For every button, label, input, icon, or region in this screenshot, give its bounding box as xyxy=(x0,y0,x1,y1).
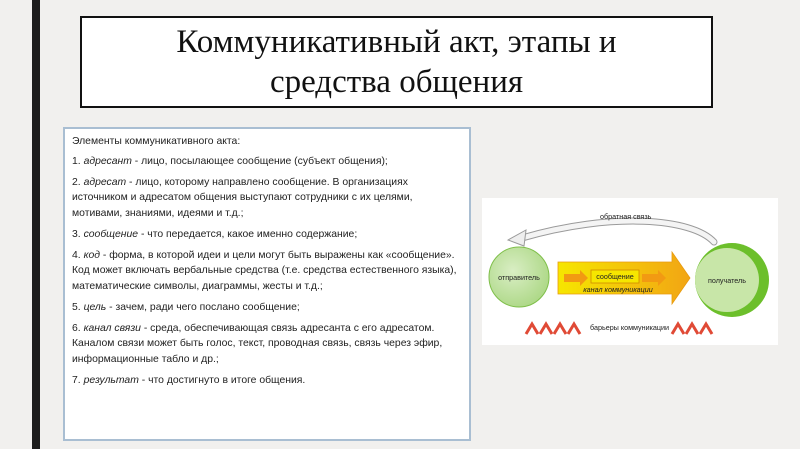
barriers-label: барьеры коммуникации xyxy=(590,323,670,332)
barriers-left xyxy=(526,324,580,334)
item-text: - лицо, посылающее сообщение (субъект общения); xyxy=(131,155,388,167)
slide-title: Коммуникативный акт, этапы и средства общения xyxy=(176,24,617,100)
list-item xyxy=(72,300,461,316)
slide-accent-bar xyxy=(32,0,40,449)
item-text: - что достигнуто в итоге общения. xyxy=(138,374,306,386)
list-item xyxy=(72,154,461,170)
item-term: адресант xyxy=(83,155,132,167)
item-term: канал связи xyxy=(83,322,141,334)
list-item xyxy=(72,175,461,222)
list-item xyxy=(72,248,461,295)
elements-heading: Элементы коммуникативного акта: xyxy=(72,136,241,147)
item-number: 4. xyxy=(72,249,84,261)
feedback-arrowhead xyxy=(508,230,526,246)
item-number: 1. xyxy=(72,155,84,167)
item-term: адресат xyxy=(83,176,127,188)
item-term: код xyxy=(83,249,100,261)
list-item xyxy=(72,373,461,389)
item-text: - что передается, какое именно содержание; xyxy=(138,228,358,240)
item-text: - зачем, ради чего послано сообщение; xyxy=(106,301,300,313)
barriers-right xyxy=(672,324,712,334)
item-term: сообщение xyxy=(83,228,139,240)
item-term: цель xyxy=(83,301,107,313)
message-label: сообщение xyxy=(596,272,634,281)
item-number: 2. xyxy=(72,176,84,188)
elements-text-box xyxy=(63,127,471,441)
item-number: 3. xyxy=(72,228,84,240)
list-item xyxy=(72,321,461,368)
item-number: 5. xyxy=(72,301,84,313)
item-text: - лицо, которому направлено сообщение. В организациях источником и адресатом общения выступают сотрудники с их целями, мотивами, знаниями, идеями и т.д.; xyxy=(72,176,413,219)
list-item xyxy=(72,227,461,243)
item-text: - форма, в которой идеи и цели могут быть выражены как «сообщение». Код может включать вербальные средства (т.е. средства естественного языка), математические символы, диаграммы, жесты и т.д.; xyxy=(72,249,457,292)
item-term: результат xyxy=(83,374,139,386)
item-number: 6. xyxy=(72,322,84,334)
item-number: 7. xyxy=(72,374,84,386)
diagram-svg xyxy=(482,198,778,345)
communication-diagram xyxy=(482,198,778,345)
title-box xyxy=(80,16,713,108)
receiver-label: получатель xyxy=(707,276,747,285)
sender-label: отправитель xyxy=(498,273,540,282)
item-text: - среда, обеспечивающая связь адресанта с его адресатом. Каналом связи может быть голос, текст, проводная связь, связь через эфир, информационные табло и др.; xyxy=(72,322,443,365)
feedback-label: обратная связь xyxy=(600,212,652,221)
channel-label: канал коммуникации xyxy=(583,285,653,294)
